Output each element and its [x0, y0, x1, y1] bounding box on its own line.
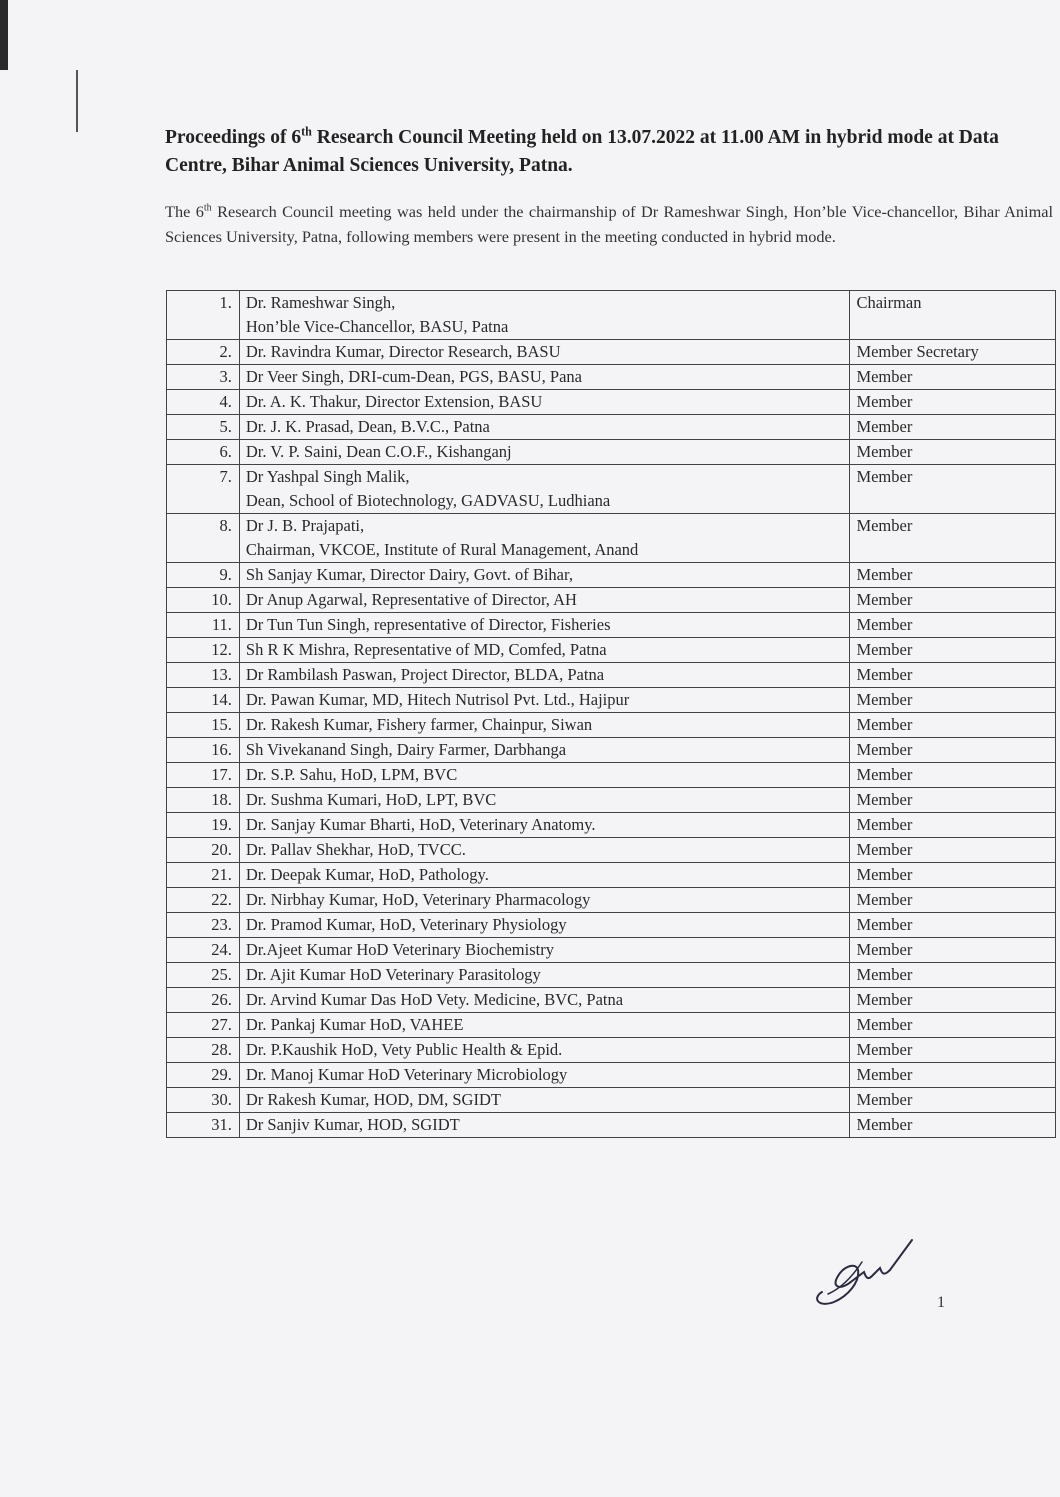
member-serial-number: 16.	[167, 738, 240, 763]
member-name-line: Dr Tun Tun Singh, representative of Director, Fisheries	[245, 615, 611, 634]
member-name-designation	[239, 465, 850, 514]
member-serial-number: 3.	[167, 365, 240, 390]
member-name-line: Dr. Sushma Kumari, HoD, LPT, BVC	[245, 790, 497, 809]
member-name-line: Dr. Nirbhay Kumar, HoD, Veterinary Pharmacology	[245, 890, 591, 909]
member-serial-number: 28.	[167, 1038, 240, 1063]
member-serial-number: 9.	[167, 563, 240, 588]
table-row	[167, 788, 1056, 813]
member-serial-number: 27.	[167, 1013, 240, 1038]
table-row	[167, 813, 1056, 838]
member-serial-number: 1.	[167, 291, 240, 340]
member-serial-number: 25.	[167, 963, 240, 988]
table-row	[167, 1113, 1056, 1138]
member-name-line: Dr Rambilash Paswan, Project Director, BLDA, Patna	[245, 665, 605, 684]
member-role: Member	[850, 863, 1056, 888]
member-role: Member	[850, 465, 1056, 514]
member-name-designation	[239, 1088, 850, 1113]
member-name-line: Dr. Pramod Kumar, HoD, Veterinary Physiology	[245, 915, 567, 934]
table-row	[167, 838, 1056, 863]
member-role: Member	[850, 713, 1056, 738]
member-serial-number: 8.	[167, 514, 240, 563]
member-serial-number: 2.	[167, 340, 240, 365]
table-row	[167, 963, 1056, 988]
member-role: Member	[850, 613, 1056, 638]
table-row	[167, 514, 1056, 563]
member-serial-number: 31.	[167, 1113, 240, 1138]
member-role: Member	[850, 1013, 1056, 1038]
member-role: Member	[850, 663, 1056, 688]
binding-mark	[76, 70, 78, 132]
signature-image	[808, 1232, 918, 1312]
table-row	[167, 738, 1056, 763]
table-row	[167, 1063, 1056, 1088]
member-name-line: Dr Yashpal Singh Malik,	[245, 467, 410, 486]
table-row	[167, 291, 1056, 340]
member-name-line: Sh R K Mishra, Representative of MD, Comfed, Patna	[245, 640, 607, 659]
table-row	[167, 713, 1056, 738]
member-role: Member	[850, 563, 1056, 588]
member-serial-number: 7.	[167, 465, 240, 514]
member-name-line: Dr Sanjiv Kumar, HOD, SGIDT	[245, 1115, 460, 1134]
member-name-line: Dr. P.Kaushik HoD, Vety Public Health & Epid.	[245, 1040, 563, 1059]
table-row	[167, 390, 1056, 415]
member-serial-number: 17.	[167, 763, 240, 788]
member-role: Member	[850, 1113, 1056, 1138]
member-name-line: Dr. S.P. Sahu, HoD, LPM, BVC	[245, 765, 458, 784]
member-name-designation	[239, 340, 850, 365]
table-row	[167, 888, 1056, 913]
document-title: Proceedings of 6th Research Council Meeting held on 13.07.2022 at 11.00 AM in hybrid mode at Data Centre, Bihar Animal Sciences University, Patna.	[165, 124, 999, 176]
member-role: Member	[850, 738, 1056, 763]
members-table-body	[167, 291, 1056, 1138]
member-name-designation	[239, 1063, 850, 1088]
member-name-designation	[239, 390, 850, 415]
member-name-designation	[239, 938, 850, 963]
table-row	[167, 340, 1056, 365]
table-row	[167, 465, 1056, 514]
member-role: Member	[850, 440, 1056, 465]
member-serial-number: 20.	[167, 838, 240, 863]
member-name-line: Hon’ble Vice-Chancellor, BASU, Patna	[245, 317, 509, 336]
page-number: 1	[937, 1294, 945, 1311]
member-name-line: Dr. Ajit Kumar HoD Veterinary Parasitology	[245, 965, 541, 984]
member-role: Member	[850, 838, 1056, 863]
member-role: Member	[850, 938, 1056, 963]
table-row	[167, 913, 1056, 938]
scan-edge-shadow	[0, 0, 8, 70]
table-row	[167, 1038, 1056, 1063]
member-serial-number: 4.	[167, 390, 240, 415]
member-name-designation	[239, 663, 850, 688]
member-name-designation	[239, 563, 850, 588]
member-name-line: Dr. Manoj Kumar HoD Veterinary Microbiology	[245, 1065, 568, 1084]
member-serial-number: 29.	[167, 1063, 240, 1088]
member-serial-number: 21.	[167, 863, 240, 888]
table-row	[167, 365, 1056, 390]
member-name-designation	[239, 365, 850, 390]
member-role: Chairman	[850, 291, 1056, 340]
member-serial-number: 30.	[167, 1088, 240, 1113]
member-name-line: Dr. Pawan Kumar, MD, Hitech Nutrisol Pvt. Ltd., Hajipur	[245, 690, 630, 709]
intro-paragraph: The 6th Research Council meeting was held under the chairmanship of Dr Rameshwar Singh, Hon’ble Vice-chancellor, Bihar Animal Sciences University, Patna, following members were present in the meeting conducted in hybrid mode.	[165, 202, 1053, 246]
table-row	[167, 1088, 1056, 1113]
table-row	[167, 763, 1056, 788]
member-name-designation	[239, 713, 850, 738]
member-name-line: Dr. Pankaj Kumar HoD, VAHEE	[245, 1015, 464, 1034]
member-role: Member Secretary	[850, 340, 1056, 365]
member-serial-number: 24.	[167, 938, 240, 963]
member-name-designation	[239, 738, 850, 763]
member-name-line: Dr. V. P. Saini, Dean C.O.F., Kishanganj	[245, 442, 512, 461]
member-role: Member	[850, 1088, 1056, 1113]
table-row	[167, 1013, 1056, 1038]
table-row	[167, 988, 1056, 1013]
table-row	[167, 688, 1056, 713]
member-role: Member	[850, 963, 1056, 988]
member-serial-number: 18.	[167, 788, 240, 813]
members-table	[166, 290, 1056, 1138]
member-name-designation	[239, 763, 850, 788]
member-name-line: Dr. Sanjay Kumar Bharti, HoD, Veterinary Anatomy.	[245, 815, 596, 834]
member-name-designation	[239, 963, 850, 988]
table-row	[167, 663, 1056, 688]
table-row	[167, 440, 1056, 465]
member-name-line: Dr. J. K. Prasad, Dean, B.V.C., Patna	[245, 417, 490, 436]
member-serial-number: 15.	[167, 713, 240, 738]
table-row	[167, 638, 1056, 663]
member-name-designation	[239, 1013, 850, 1038]
member-name-line: Dr Rakesh Kumar, HOD, DM, SGIDT	[245, 1090, 501, 1109]
member-serial-number: 14.	[167, 688, 240, 713]
member-name-line: Dr. Arvind Kumar Das HoD Vety. Medicine, BVC, Patna	[245, 990, 624, 1009]
member-name-designation	[239, 514, 850, 563]
member-role: Member	[850, 763, 1056, 788]
table-row	[167, 588, 1056, 613]
member-role: Member	[850, 365, 1056, 390]
member-name-line: Chairman, VKCOE, Institute of Rural Management, Anand	[245, 540, 639, 559]
member-serial-number: 6.	[167, 440, 240, 465]
member-name-designation	[239, 863, 850, 888]
member-name-line: Dr. Deepak Kumar, HoD, Pathology.	[245, 865, 489, 884]
member-role: Member	[850, 788, 1056, 813]
member-name-line: Dr. Rameshwar Singh,	[245, 293, 396, 312]
member-name-designation	[239, 415, 850, 440]
table-row	[167, 613, 1056, 638]
member-name-designation	[239, 888, 850, 913]
member-role: Member	[850, 813, 1056, 838]
member-name-designation	[239, 1038, 850, 1063]
member-name-designation	[239, 638, 850, 663]
member-name-designation	[239, 913, 850, 938]
member-serial-number: 11.	[167, 613, 240, 638]
table-row	[167, 938, 1056, 963]
member-name-line: Dr.Ajeet Kumar HoD Veterinary Biochemistry	[245, 940, 554, 959]
member-name-designation	[239, 588, 850, 613]
member-name-designation	[239, 688, 850, 713]
member-serial-number: 26.	[167, 988, 240, 1013]
member-name-designation	[239, 838, 850, 863]
member-name-designation	[239, 988, 850, 1013]
member-name-designation	[239, 813, 850, 838]
member-role: Member	[850, 390, 1056, 415]
table-row	[167, 863, 1056, 888]
member-name-line: Dr. A. K. Thakur, Director Extension, BASU	[245, 392, 543, 411]
member-role: Member	[850, 588, 1056, 613]
member-name-line: Dr. Rakesh Kumar, Fishery farmer, Chainpur, Siwan	[245, 715, 593, 734]
member-name-line: Sh Sanjay Kumar, Director Dairy, Govt. of Bihar,	[245, 565, 573, 584]
member-name-designation	[239, 613, 850, 638]
member-name-designation	[239, 788, 850, 813]
member-serial-number: 12.	[167, 638, 240, 663]
member-name-designation	[239, 440, 850, 465]
table-row	[167, 415, 1056, 440]
member-name-line: Dr Anup Agarwal, Representative of Director, AH	[245, 590, 577, 609]
member-name-line: Dr. Pallav Shekhar, HoD, TVCC.	[245, 840, 466, 859]
member-name-designation	[239, 291, 850, 340]
member-name-line: Dr J. B. Prajapati,	[245, 516, 365, 535]
member-name-line: Dr Veer Singh, DRI-cum-Dean, PGS, BASU, Pana	[245, 367, 582, 386]
member-role: Member	[850, 1063, 1056, 1088]
member-role: Member	[850, 1038, 1056, 1063]
member-role: Member	[850, 913, 1056, 938]
member-role: Member	[850, 638, 1056, 663]
member-role: Member	[850, 688, 1056, 713]
member-serial-number: 22.	[167, 888, 240, 913]
member-serial-number: 23.	[167, 913, 240, 938]
member-name-line: Dean, School of Biotechnology, GADVASU, Ludhiana	[245, 491, 611, 510]
member-name-line: Dr. Ravindra Kumar, Director Research, BASU	[245, 342, 561, 361]
member-role: Member	[850, 888, 1056, 913]
member-role: Member	[850, 988, 1056, 1013]
member-serial-number: 10.	[167, 588, 240, 613]
member-serial-number: 19.	[167, 813, 240, 838]
member-name-line: Sh Vivekanand Singh, Dairy Farmer, Darbhanga	[245, 740, 567, 759]
member-serial-number: 13.	[167, 663, 240, 688]
member-role: Member	[850, 514, 1056, 563]
table-row	[167, 563, 1056, 588]
member-serial-number: 5.	[167, 415, 240, 440]
member-name-designation	[239, 1113, 850, 1138]
member-role: Member	[850, 415, 1056, 440]
